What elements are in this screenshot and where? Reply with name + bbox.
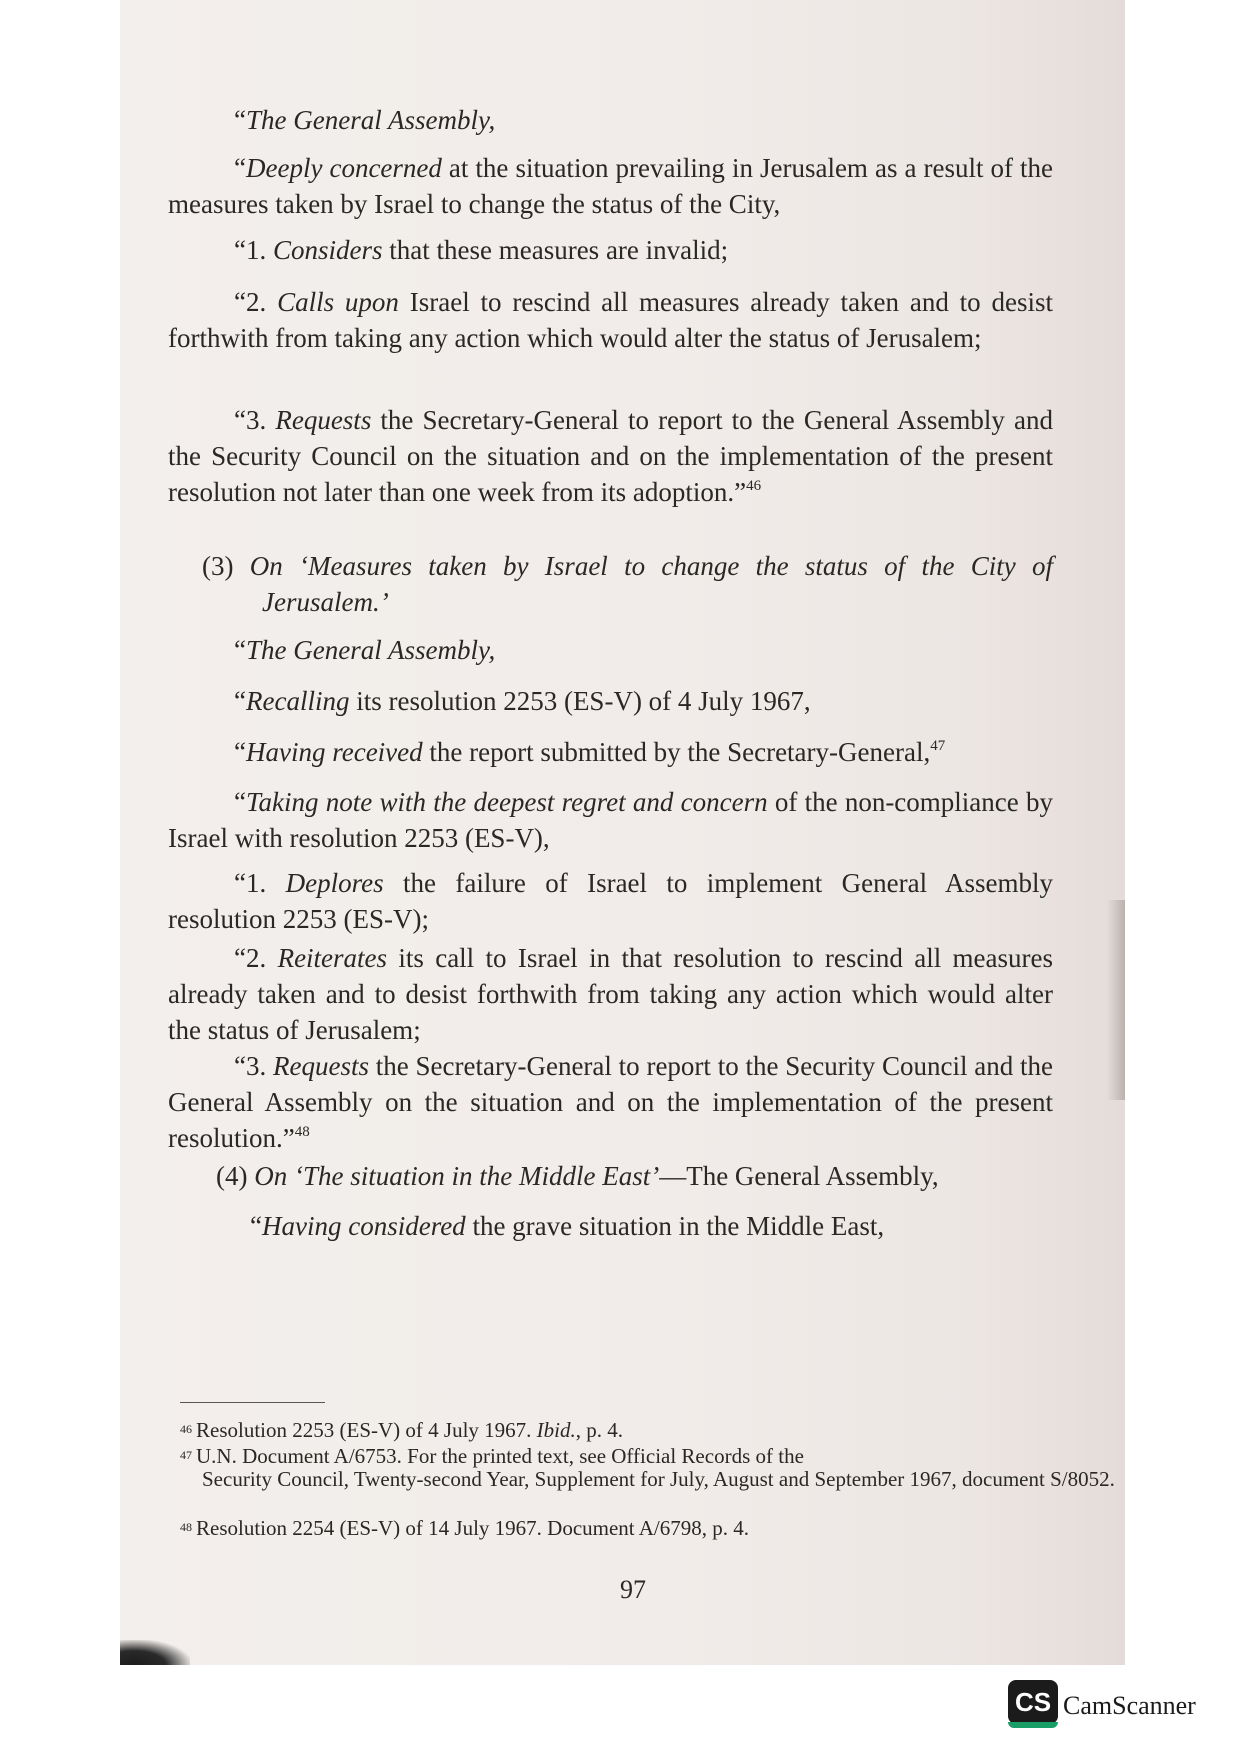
paragraph: “3. Requests the Secretary-General to report to the General Assembly and the Security Council on the situation and on the implementation of the present resolution not later than one week from its adoption.”$^{46}$ bbox=[168, 405, 1054, 507]
paragraph: “Having received the report submitted by the Secretary-General,$^{47}$ bbox=[234, 737, 946, 767]
page-number: 97 bbox=[620, 1575, 646, 1604]
paragraph: “2. Reiterates its call to Israel in that resolution to rescind all measures already taken and to desist forthwith from taking any action which would alter the status of Jerusalem; bbox=[168, 943, 1054, 1045]
book-page bbox=[120, 0, 1125, 1665]
section-heading: (4) On ‘The situation in the Middle East’—The General Assembly, bbox=[216, 1161, 939, 1191]
paragraph: “Recalling its resolution 2253 (ES-V) of 4 July 1967, bbox=[234, 686, 811, 716]
paragraph: “1. Considers that these measures are invalid; bbox=[234, 235, 729, 265]
paragraph: “2. Calls upon Israel to rescind all measures already taken and to desist forthwith from taking any action which would alter the status of Jerusalem; bbox=[168, 287, 1054, 353]
footnote: 47 U.N. Document A/6753. For the printed text, see Official Records of the Security Council, Twenty-second Year, Supplement for July, August and September 1967, document S/8052. bbox=[180, 1444, 1115, 1491]
footnote-ref: 47 bbox=[930, 738, 946, 754]
footnote: 46 Resolution 2253 (ES-V) of 4 July 1967. Ibid., p. 4. bbox=[180, 1418, 623, 1442]
paragraph: “Having considered the grave situation in the Middle East, bbox=[250, 1211, 885, 1241]
footnote-ref: 46 bbox=[746, 478, 762, 494]
paragraph: “The General Assembly, bbox=[234, 105, 496, 135]
camscanner-watermark: CamScanner bbox=[1063, 1691, 1196, 1720]
section-heading: (3) On ‘Measures taken by Israel to change the status of the City of Jerusalem.’ bbox=[202, 551, 1053, 617]
scan-shadow bbox=[120, 1640, 190, 1665]
footnote-divider bbox=[180, 1402, 325, 1403]
paragraph: “Taking note with the deepest regret and concern of the non-compliance by Israel with resolution 2253 (ES-V), bbox=[168, 787, 1053, 853]
paragraph: “The General Assembly, bbox=[234, 635, 496, 665]
paragraph: “Deeply concerned at the situation prevailing in Jerusalem as a result of the measures taken by Israel to change the status of the City, bbox=[168, 153, 1053, 219]
footnote: 48 Resolution 2254 (ES-V) of 14 July 1967. Document A/6798, p. 4. bbox=[180, 1516, 749, 1540]
footnote-ref: 48 bbox=[294, 1124, 310, 1140]
camscanner-logo-icon bbox=[1008, 1680, 1058, 1730]
paragraph: “1. Deplores the failure of Israel to implement General Assembly resolution 2253 (ES-V); bbox=[168, 868, 1053, 934]
camscanner-badge: CS bbox=[1008, 1680, 1058, 1724]
paragraph: “3. Requests the Secretary-General to report to the Security Council and the General Assembly on the situation and on the implementation of the present resolution.”$^{48}$ bbox=[168, 1051, 1053, 1153]
